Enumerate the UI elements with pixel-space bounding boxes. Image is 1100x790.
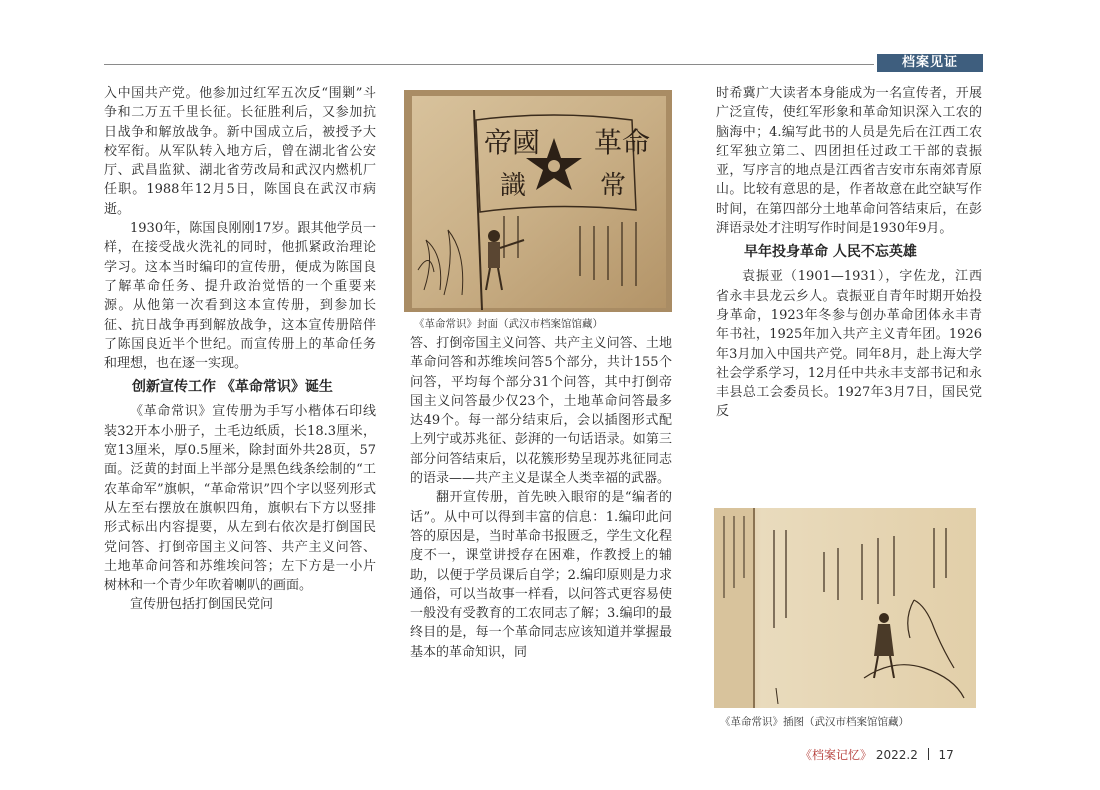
paragraph: 时希冀广大读者本身能成为一名宣传者，开展广泛宣传，使红军形象和革命知识深入工农的脑海中；4.编写此书的人员是先后在江西工农红军独立第二、四团担任过政工干部的袁振亚，写序言的地点是江西省吉安市东南郊青原山。比较有意思的是，作者故意在此空缺写作时间，在第四部分土地革命问答结束后，在彭湃语录处才注明写作时间是1930年9月。 <box>716 86 982 237</box>
section-tag: 档案见证 <box>877 54 983 72</box>
issue-number: 2022.2 <box>875 748 918 762</box>
cover-photo <box>404 90 672 312</box>
paragraph: 入中国共产党。他参加过红军五次反“围剿”斗争和二万五千里长征。长征胜利后，又参加抗日战争和解放战争。新中国成立后，被授予大校军衔。从军队转入地方后，曾在湖北省公安厅、武昌监狱、湖北省劳改局和武汉内燃机厂任职。1988年12月5日，陈国良在武汉市病逝。 <box>104 86 376 217</box>
footer-divider <box>928 748 929 760</box>
paragraph: 翻开宣传册，首先映入眼帘的是“编者的话”。从中可以得到丰富的信息：1.编印此问答的原因是，当时革命书报匮乏，学生文化程度不一，课堂讲授存在困难，作教授上的辅助，以便于学员课后自学；2.编印原则是力求通俗，可以当故事一样看，以问答式更容易使一般没有受教育的工农同志了解；3.编印的最终目的是，每一个革命同志应该知道并掌握最基本的革命知识，同 <box>410 490 672 660</box>
page-number: 17 <box>938 748 954 762</box>
column-2 <box>410 334 672 734</box>
column-1 <box>104 84 376 724</box>
paragraph: 答、打倒帝国主义问答、共产主义问答、土地革命问答和苏维埃问答5个部分，共计155个问答，平均每个部分31个问答，其中打倒帝国主义问答最少仅23个，土地革命问答最多达49个。每一部分结束后，会以插图形式配上列宁或苏兆征、彭湃的一句话语录。如第三部分问答结束后，以花簇形势呈现苏兆征同志的语录——共产主义是谋全人类幸福的武器。 <box>410 336 672 487</box>
paragraph: 宣传册包括打倒国民党问 <box>130 597 274 613</box>
flag-text-bottom-left: 識 <box>500 171 527 201</box>
illustration-caption: 《革命常识》插图（武汉市档案馆馆藏） <box>720 716 909 728</box>
illustration-drawing <box>714 508 976 708</box>
paragraph: 《革命常识》宣传册为手写小楷体石印线装32开本小册子，土毛边纸质，长18.3厘米，宽13厘米，厚0.5厘米，除封面外共28页，57面。泛黄的封面上半部分是黑色线条绘制的“工农革命军”旗帜，“革命常识”四个字以竖列形式从左至右摆放在旗帜四角，旗帜右下方以竖排形式标出内容提要，从左到右依次是打倒国民党问答、打倒帝国主义问答、共产主义问答、土地革命问答和苏维埃问答；左下方是一小片树林和一个青少年吹着喇叭的画面。 <box>104 404 376 594</box>
paragraph: 1930年，陈国良刚刚17岁。跟其他学员一样，在接受战火洗礼的同时，他抓紧政治理论学习。这本当时编印的宣传册，便成为陈国良了解革命任务、提升政治觉悟的一个重要来源。从他第一次看到这本宣传册，到参加长征、抗日战争再到解放战争，这本宣传册陪伴了陈国良近半个世纪。而宣传册上的革命任务和理想，也在逐一实现。 <box>104 221 376 372</box>
header-rule <box>104 64 874 65</box>
section-heading: 早年投身革命 人民不忘英雄 <box>744 244 917 261</box>
section-heading: 创新宣传工作 《革命常识》诞生 <box>132 379 333 396</box>
cover-caption: 《革命常识》封面（武汉市档案馆馆藏） <box>414 318 603 330</box>
magazine-name: 《档案记忆》 <box>800 748 873 762</box>
flag-text-left: 帝國 <box>484 126 541 159</box>
flag-text-right: 革命 <box>594 126 651 159</box>
illustration-photo <box>714 508 976 708</box>
flag-text-bottom-right: 常 <box>600 171 627 201</box>
page-footer <box>800 746 980 763</box>
cover-illustration <box>404 90 672 312</box>
paragraph: 袁振亚（1901—1931），字佐龙，江西省永丰县龙云乡人。袁振亚自青年时期开始投身革命，1923年冬参与创办革命团体永丰青年书社，1925年加入共产主义青年团。1926年3月加入中国共产党。同年8月，赴上海大学社会学系学习，12月任中共永丰支部书记和永丰县总工会委员长。1927年3月7日，国民党反 <box>716 269 982 420</box>
column-3 <box>716 84 982 504</box>
